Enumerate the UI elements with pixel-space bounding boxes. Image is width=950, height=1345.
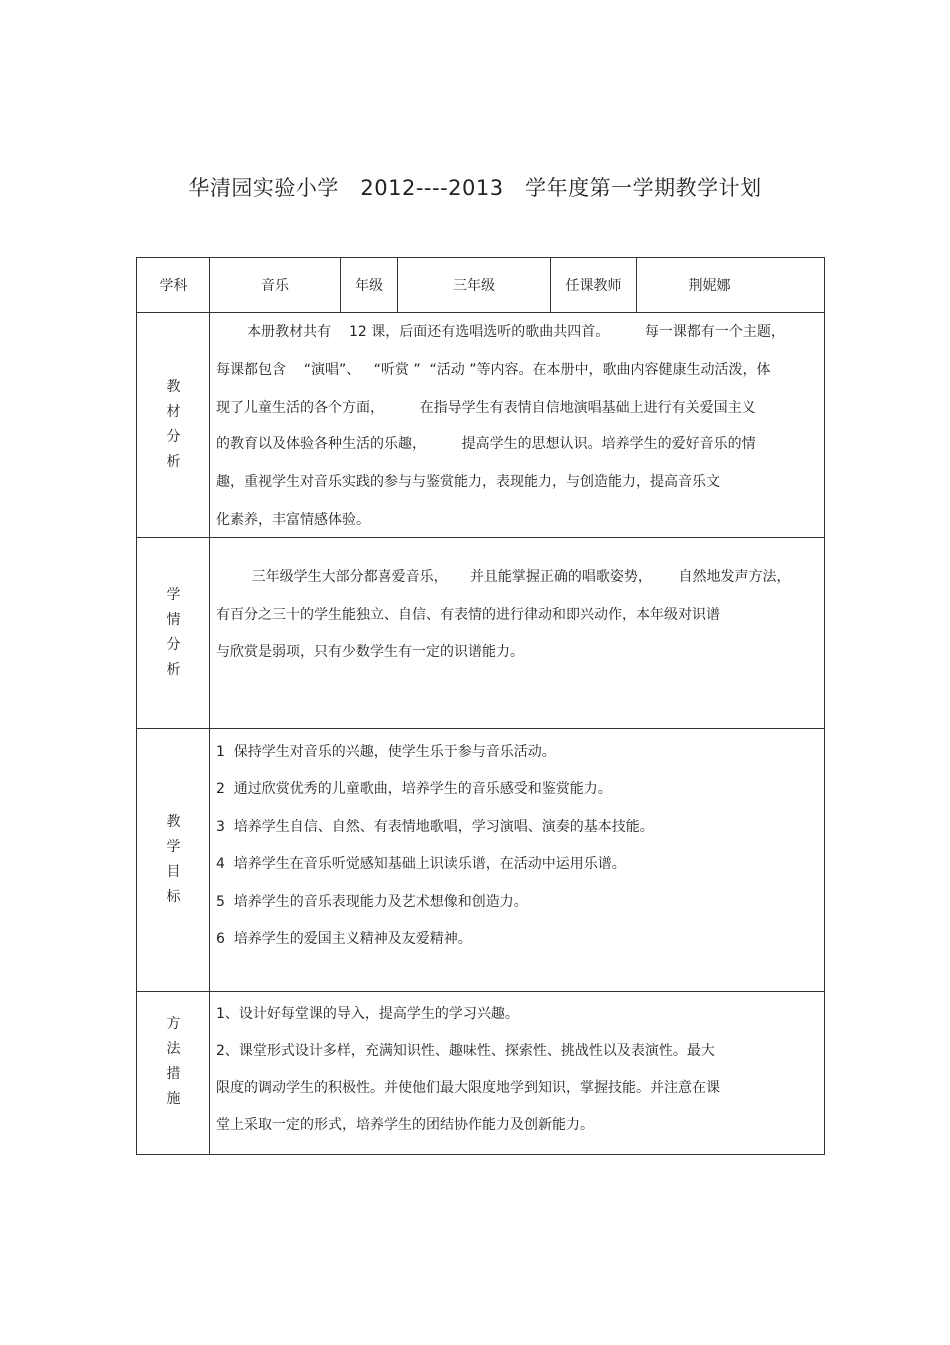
label-char: 析	[166, 662, 181, 678]
material-analysis-content	[216, 313, 816, 537]
text-line: 的教育以及体验各种生活的乐趣， 提高学生的思想认识。培养学生的爱好音乐的情	[216, 436, 756, 452]
method-item: 2、课堂形式设计多样，充满知识性、趣味性、探索性、挑战性以及表演性。最大	[216, 1043, 715, 1059]
text-line: 现了儿童生活的各个方面， 在指导学生有表情自信地演唱基础上进行有关爱国主义	[216, 400, 756, 416]
label-char: 措	[166, 1066, 181, 1082]
label-char: 材	[166, 404, 181, 420]
label-char: 分	[166, 637, 181, 653]
method-item: 堂上采取一定的形式，培养学生的团结协作能力及创新能力。	[216, 1117, 594, 1133]
teacher-label: 任课教师	[565, 278, 622, 294]
text-line: 本册教材共有 12 课，后面还有选唱选听的歌曲共四首。 每一课都有一个主题，	[216, 324, 785, 340]
material-analysis-label	[137, 313, 210, 537]
text-line: 趣，重视学生对音乐实践的参与与鉴赏能力，表现能力，与创造能力，提高音乐文	[216, 474, 720, 490]
text-line: 每课都包含 “演唱”、 “听赏 ” “活动 ”等内容。在本册中，歌曲内容健康生动活泼，体	[216, 362, 771, 378]
student-analysis-content	[216, 538, 816, 728]
methods-content	[216, 992, 816, 1154]
label-char: 法	[166, 1041, 181, 1057]
goal-item: 2 通过欣赏优秀的儿童歌曲，培养学生的音乐感受和鉴赏能力。	[216, 781, 612, 797]
grade-value: 三年级	[453, 278, 495, 294]
goal-item: 5 培养学生的音乐表现能力及艺术想像和创造力。	[216, 894, 528, 910]
methods-label	[137, 992, 210, 1132]
method-item: 1、设计好每堂课的导入，提高学生的学习兴趣。	[216, 1006, 519, 1022]
teaching-goals-content	[216, 729, 816, 991]
label-char: 学	[166, 587, 181, 603]
label-char: 分	[166, 429, 181, 445]
grade-label: 年级	[355, 278, 383, 294]
label-char: 目	[166, 864, 181, 880]
method-item: 限度的调动学生的积极性。并使他们最大限度地学到知识，掌握技能。并注意在课	[216, 1080, 720, 1096]
label-char: 方	[166, 1016, 181, 1032]
label-char: 情	[166, 612, 181, 628]
label-char: 教	[166, 814, 181, 830]
student-analysis-label	[137, 538, 210, 728]
label-char: 学	[166, 839, 181, 855]
goal-item: 4 培养学生在音乐听觉感知基础上识读乐谱，在活动中运用乐谱。	[216, 856, 626, 872]
goal-item: 3 培养学生自信、自然、有表情地歌唱，学习演唱、演奏的基本技能。	[216, 819, 654, 835]
label-char: 教	[166, 379, 181, 395]
label-char: 施	[166, 1091, 181, 1107]
text-line: 三年级学生大部分都喜爱音乐， 并且能掌握正确的唱歌姿势， 自然地发声方法，	[216, 569, 791, 585]
subject-value: 音乐	[261, 278, 289, 294]
teacher-value: 荆妮娜	[688, 278, 731, 294]
page-title: 华清园实验小学 2012----2013 学年度第一学期教学计划	[188, 176, 762, 200]
label-char: 析	[166, 454, 181, 470]
text-line: 与欣赏是弱项，只有少数学生有一定的识谱能力。	[216, 644, 524, 660]
subject-label: 学科	[159, 278, 188, 294]
text-line: 有百分之三十的学生能独立、自信、有表情的进行律动和即兴动作，本年级对识谱	[216, 607, 720, 623]
teaching-goals-label	[137, 729, 210, 991]
label-char: 标	[166, 889, 181, 905]
text-line: 化素养，丰富情感体验。	[216, 512, 370, 528]
goal-item: 6 培养学生的爱国主义精神及友爱精神。	[216, 931, 472, 947]
goal-item: 1 保持学生对音乐的兴趣，使学生乐于参与音乐活动。	[216, 744, 556, 760]
